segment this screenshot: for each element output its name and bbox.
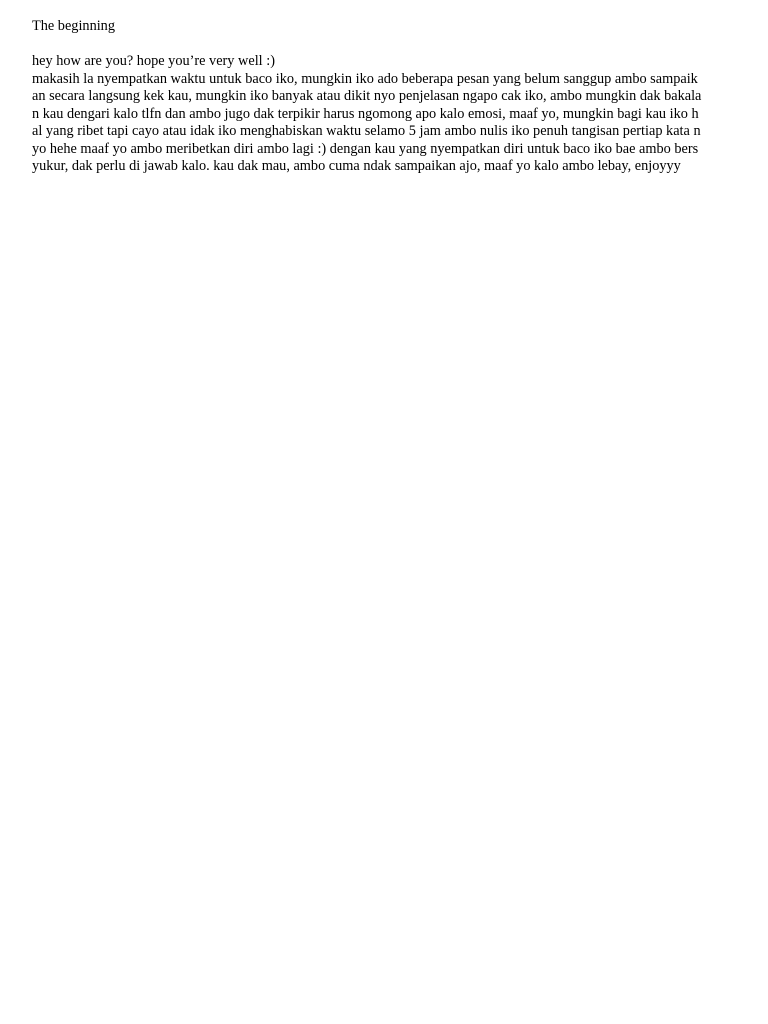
document-title: The beginning (32, 18, 115, 34)
document-body (32, 18, 744, 176)
blank-line (32, 36, 744, 54)
body-line-1: makasih la nyempatkan waktu untuk baco iko, mungkin iko ado beberapa pesan yang belum sanggup ambo sampaik (32, 70, 698, 87)
body-line-4: al yang ribet tapi cayo atau idak iko menghabiskan waktu selamo 5 jam ambo nulis iko penuh tangisan pertiap kata n (32, 123, 701, 139)
greeting-line: hey how are you? hope you’re very well :) (32, 53, 275, 69)
body-line-5: yo hehe maaf yo ambo meribetkan diri ambo lagi :) dengan kau yang nyempatkan diri untuk baco iko bae ambo bers (32, 140, 699, 157)
body-line-3: n kau dengari kalo tlfn dan ambo jugo dak terpikir harus ngomong apo kalo emosi, maaf yo, mungkin bagi kau iko h (32, 105, 699, 122)
body-line-2: an secara langsung kek kau, mungkin iko banyak atau dikit nyo penjelasan ngapo cak iko, ambo mungkin dak bakala (32, 88, 702, 104)
body-line-6: yukur, dak perlu di jawab kalo. kau dak mau, ambo cuma ndak sampaikan ajo, maaf yo kalo ambo lebay, enjoyyy (32, 158, 681, 174)
